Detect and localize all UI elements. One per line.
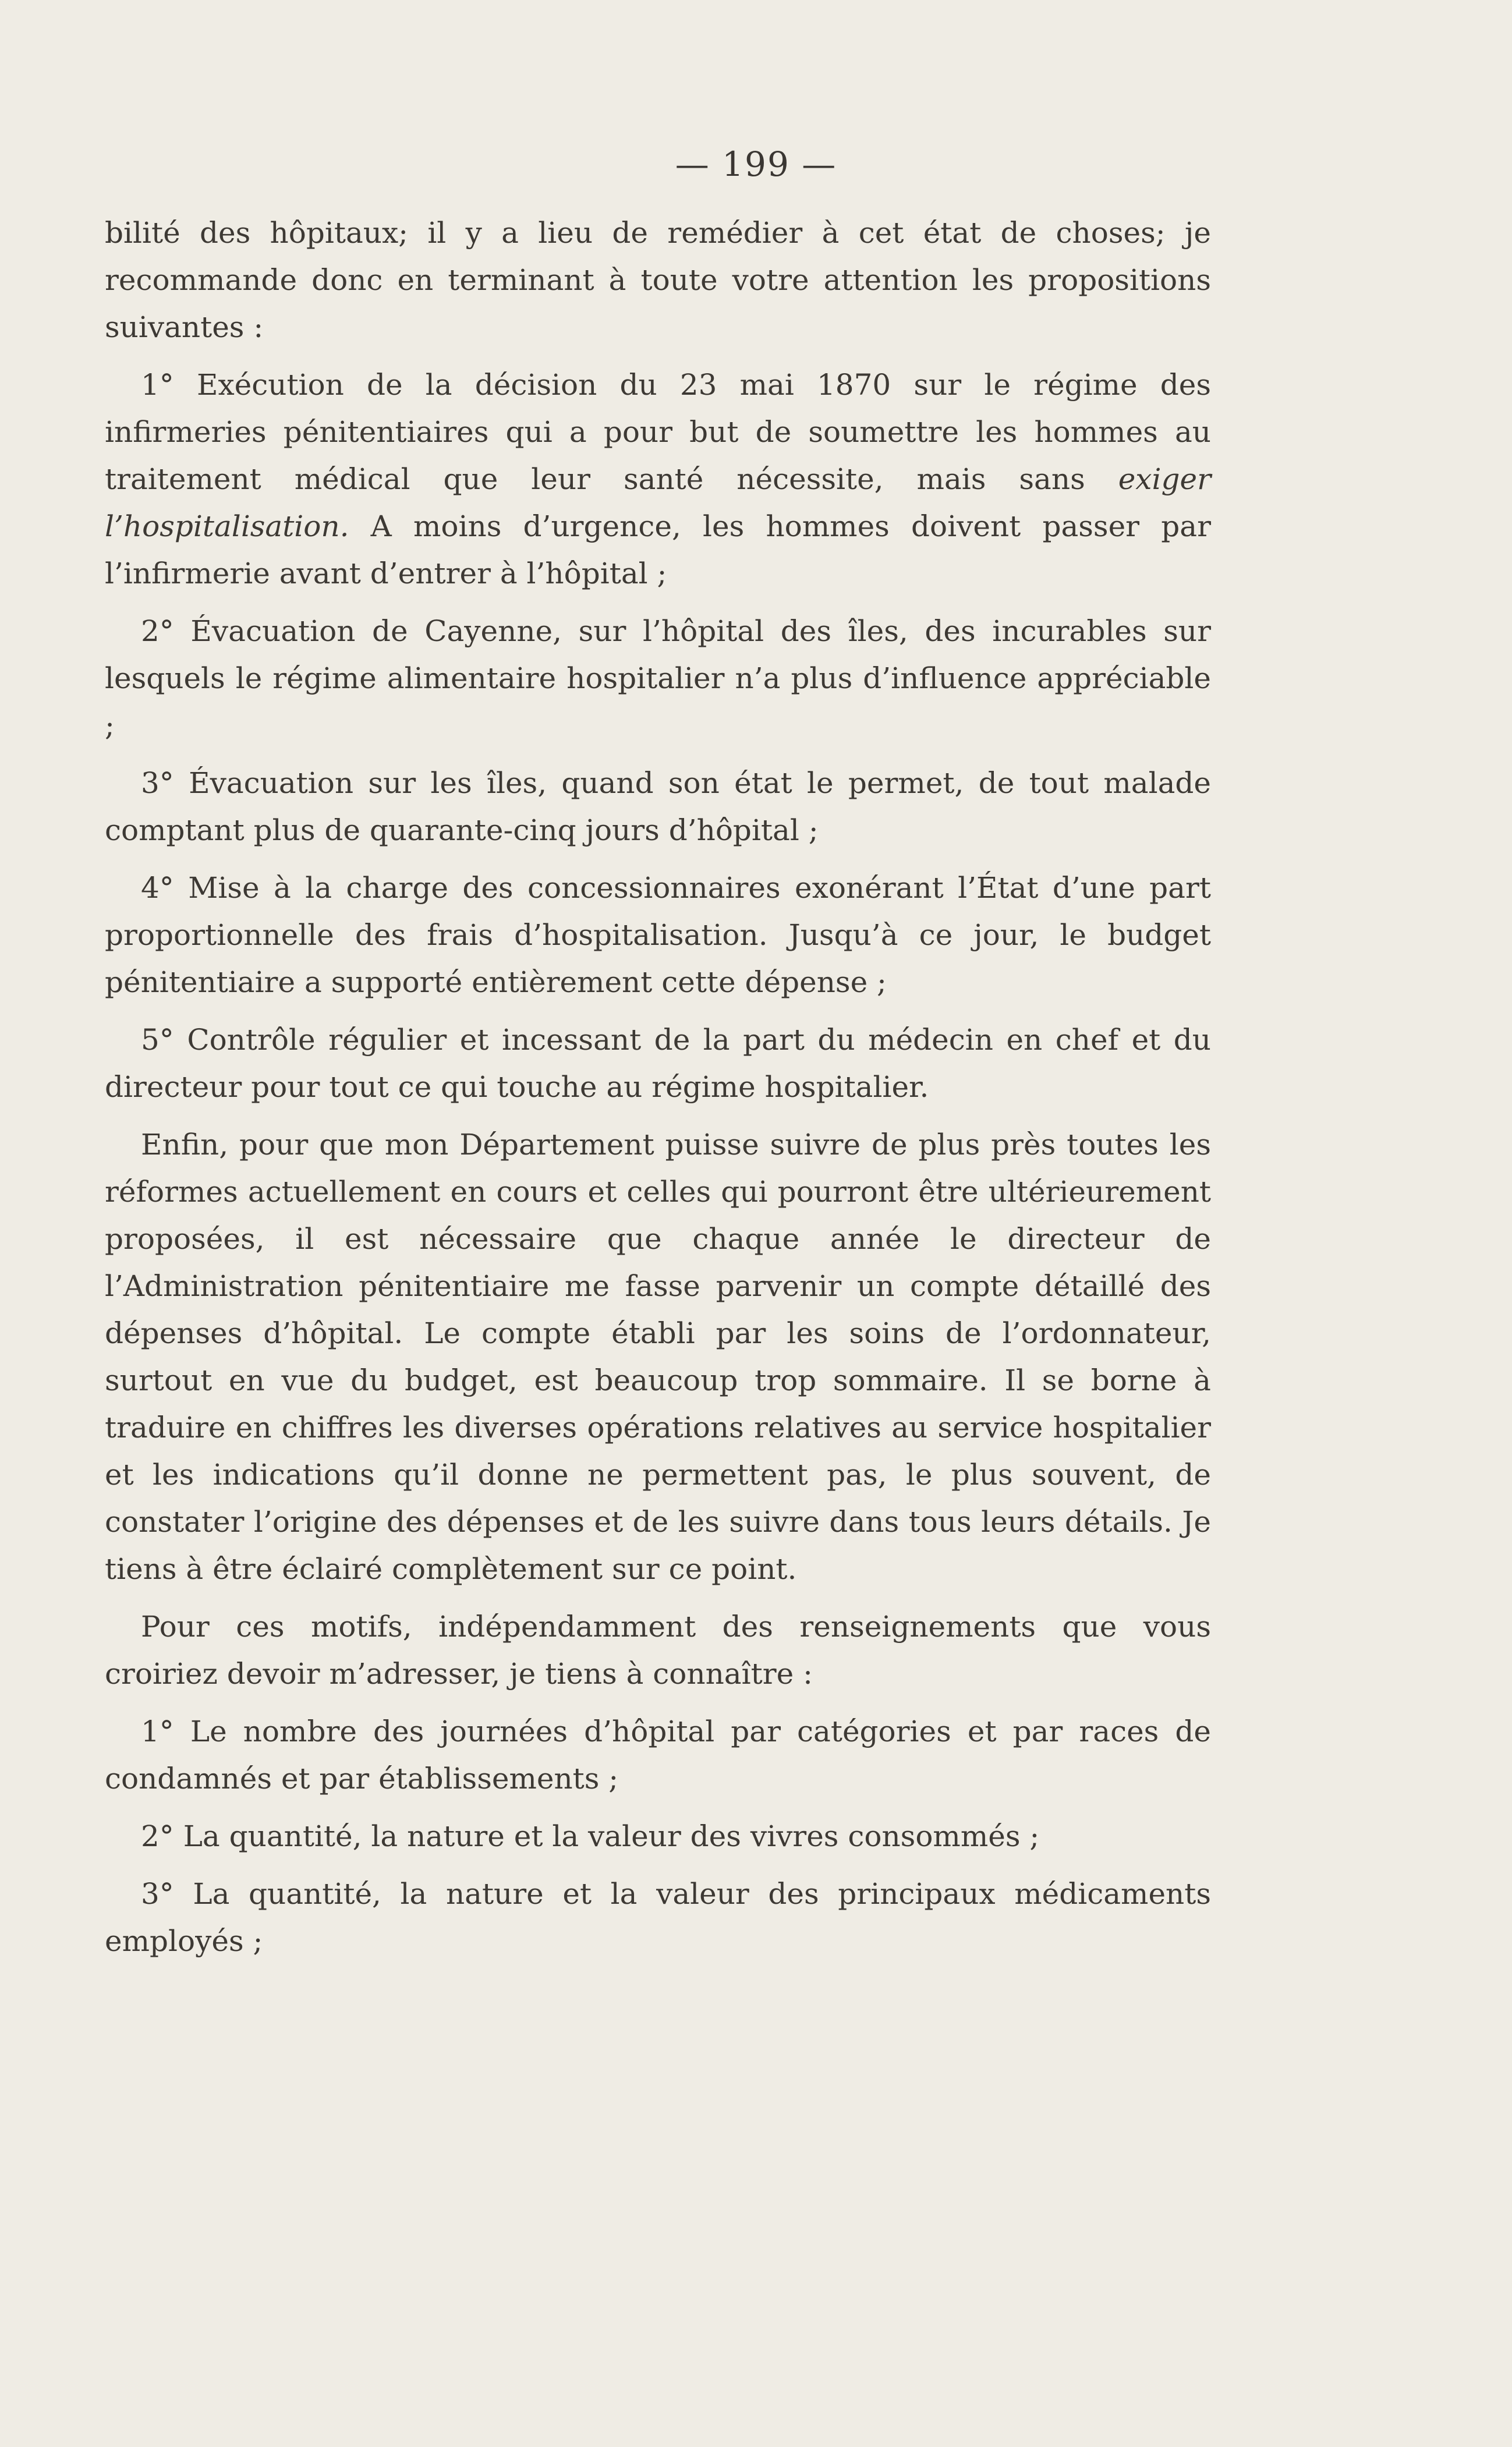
request-3: 3° La quantité, la nature et la valeur des principaux médicaments employés ; bbox=[105, 1877, 1211, 1958]
proposal-1-text: 1° Exécution de la décision du 23 mai 1870 sur le régime des infirmeries pénitentiaires qui a pour but de soumettre les hommes au traitement médical que leur santé nécessite, mais sans bbox=[105, 368, 1211, 496]
request-2: 2° La quantité, la nature et la valeur des vivres consommés ; bbox=[141, 1819, 1040, 1853]
paragraph-enfin: Enfin, pour que mon Département puisse suivre de plus près toutes les réformes actuellement en cours et celles qui pourront être ultérieurement proposées, il est nécessaire que chaque année le directeur de l’Administration pénitentiaire me fasse parvenir un compte détaillé des dépenses d’hôpital. Le compte établi par les soins de l’ordonnateur, surtout en vue du budget, est beaucoup trop sommaire. Il se borne à traduire en chiffres les diverses opérations relatives au service hospitalier et les indications qu’il donne ne permettent pas, le plus souvent, de constater l’origine des dépenses et de les suivre dans tous leurs détails. Je tiens à être éclairé complètement sur ce point. bbox=[105, 1128, 1211, 1586]
page-number: — 199 — bbox=[675, 144, 837, 184]
proposal-4: 4° Mise à la charge des concessionnaires exonérant l’État d’une part proportionnelle des frais d’hospitalisation. Jusqu’à ce jour, le budget pénitentiaire a supporté entièrement cette dépense ; bbox=[105, 871, 1211, 999]
request-1: 1° Le nombre des journées d’hôpital par catégories et par races de condamnés et par établissements ; bbox=[105, 1715, 1211, 1796]
proposal-2: 2° Évacuation de Cayenne, sur l’hôpital des îles, des incurables sur lesquels le régime alimentaire hospitalier n’a plus d’influence appréciable ; bbox=[105, 614, 1211, 742]
proposal-3: 3° Évacuation sur les îles, quand son état le permet, de tout malade comptant plus de quarante-cinq jours d’hôpital ; bbox=[105, 766, 1211, 847]
proposal-1-text-end: A moins d’urgence, les hommes doivent passer par l’infirmerie avant d’entrer à l’hôpital ; bbox=[105, 509, 1211, 590]
proposal-1-emphasis: exiger l’hospitalisation. bbox=[105, 462, 1211, 543]
paragraph-motifs: Pour ces motifs, indépendamment des renseignements que vous croiriez devoir m’adresser, je tiens à connaître : bbox=[105, 1610, 1211, 1691]
paragraph-continuation: bilité des hôpitaux; il y a lieu de remédier à cet état de choses; je recommande donc en terminant à toute votre attention les propositions suivantes : bbox=[105, 216, 1211, 344]
proposal-5: 5° Contrôle régulier et incessant de la part du médecin en chef et du directeur pour tout ce qui touche au régime hospitalier. bbox=[105, 1023, 1211, 1104]
proposal-1 bbox=[105, 362, 1211, 597]
body-text bbox=[105, 210, 1211, 1965]
